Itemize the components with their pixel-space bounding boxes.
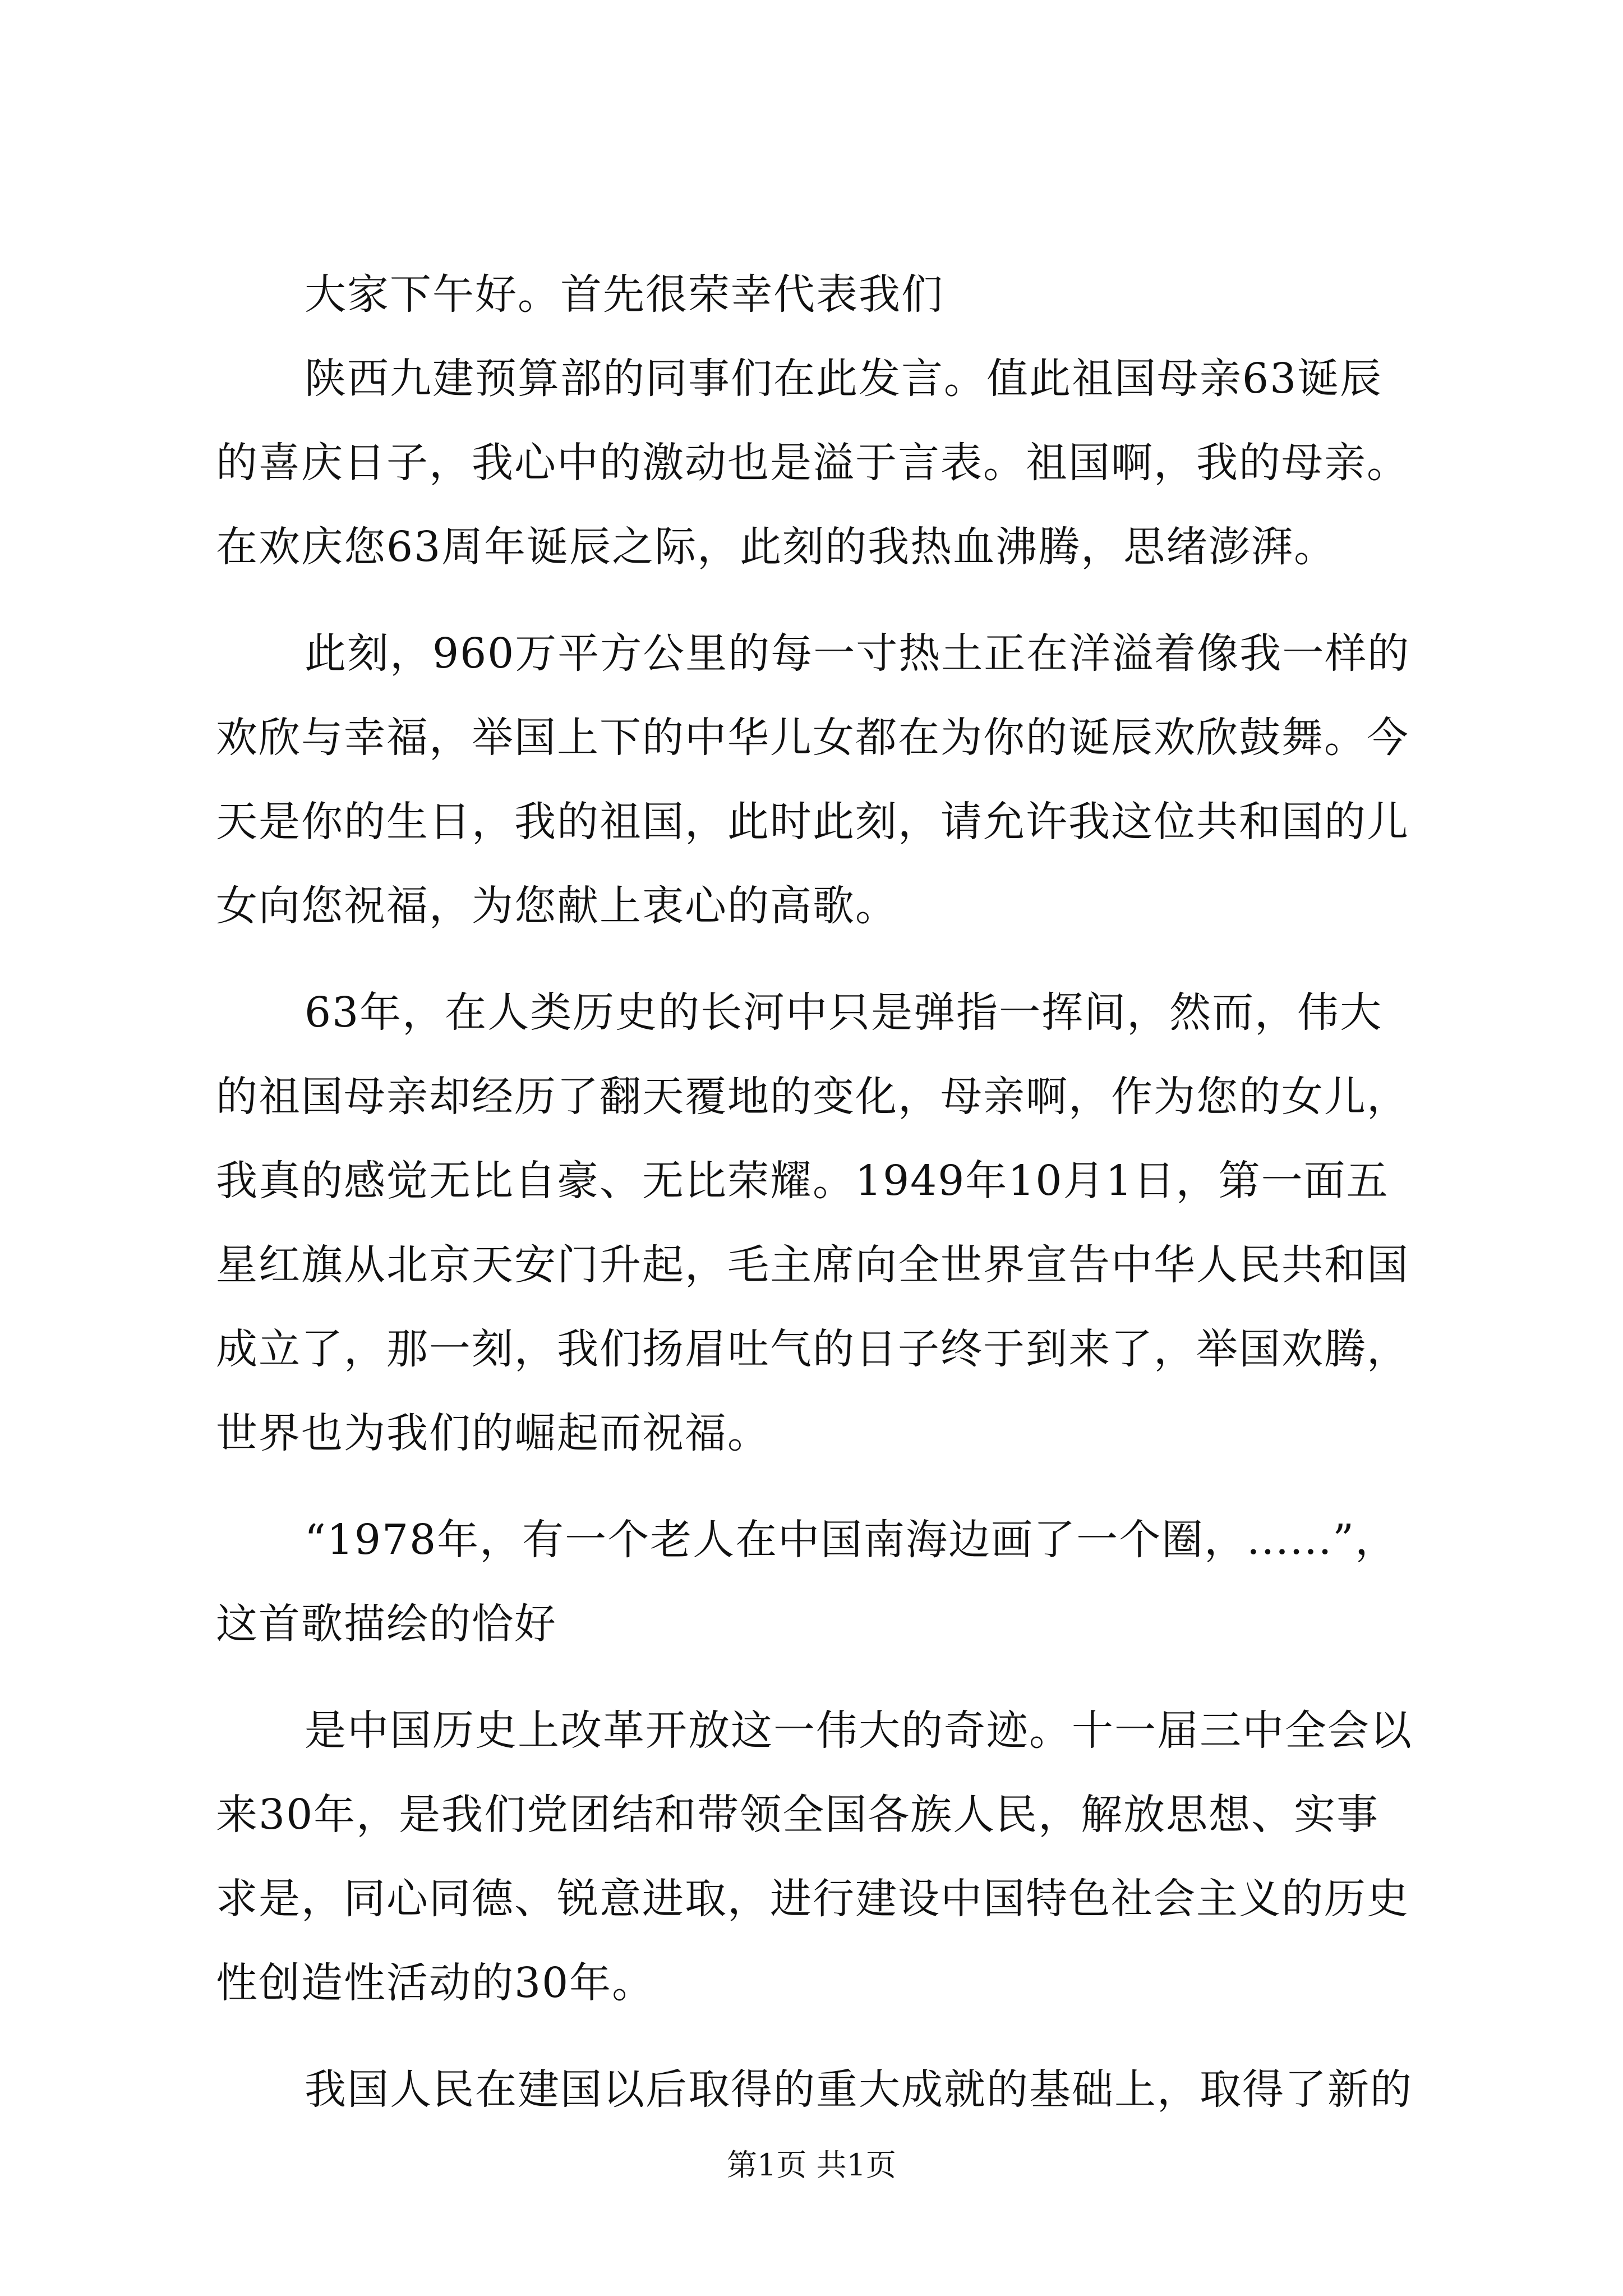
body-text-line: 性创造性活动的30年。 [216, 1959, 655, 2007]
body-text-line: 成立了，那一刻，我们扬眉吐气的日子终于到来了，举国欢腾， [216, 1325, 1409, 1373]
body-text-line: 的祖国母亲却经历了翻天覆地的变化，母亲啊，作为您的女儿， [216, 1073, 1409, 1121]
body-text-line: 的喜庆日子，我心中的激动也是溢于言表。祖国啊，我的母亲。 [216, 439, 1409, 487]
body-text-line: 女向您祝福，为您献上衷心的高歌。 [216, 882, 898, 930]
body-text-line: 大家下午好。首先很荣幸代表我们 [305, 270, 944, 319]
body-text-line: 星红旗从北京天安门升起，毛主席向全世界宣告中华人民共和国 [216, 1241, 1409, 1289]
body-text-line: 此刻，960万平方公里的每一寸热土正在洋溢着像我一样的 [305, 629, 1410, 678]
body-text-line: 我国人民在建国以后取得的重大成就的基础上，取得了新的 [305, 2065, 1413, 2114]
body-text-line: 在欢庆您63周年诞辰之际，此刻的我热血沸腾，思绪澎湃。 [216, 523, 1337, 571]
body-text-line: 是中国历史上改革开放这一伟大的奇迹。十一届三中全会以 [305, 1706, 1413, 1755]
body-text-line: 来30年，是我们党团结和带领全国各族人民，解放思想、实事 [216, 1791, 1380, 1839]
body-text-line: “1978年，有一个老人在中国南海边画了一个圈，......”， [305, 1516, 1398, 1564]
body-text-line: 世界也为我们的崛起而祝福。 [216, 1409, 770, 1457]
page-number-footer: 第1页 共1页 [727, 2147, 896, 2183]
body-text-line: 63年，在人类历史的长河中只是弹指一挥间，然而，伟大 [305, 988, 1383, 1037]
body-text-line: 求是，同心同德、锐意进取，进行建设中国特色社会主义的历史 [216, 1875, 1409, 1923]
body-text-line: 陕西九建预算部的同事们在此发言。值此祖国母亲63诞辰 [305, 355, 1383, 403]
body-text-line: 天是你的生日，我的祖国，此时此刻，请允许我这位共和国的儿 [216, 798, 1409, 846]
body-text-line: 我真的感觉无比自豪、无比荣耀。1949年10月1日，第一面五 [216, 1157, 1389, 1205]
body-text-line: 欢欣与幸福，举国上下的中华儿女都在为你的诞辰欢欣鼓舞。今 [216, 714, 1409, 762]
body-text-line: 这首歌描绘的恰好 [216, 1600, 557, 1648]
